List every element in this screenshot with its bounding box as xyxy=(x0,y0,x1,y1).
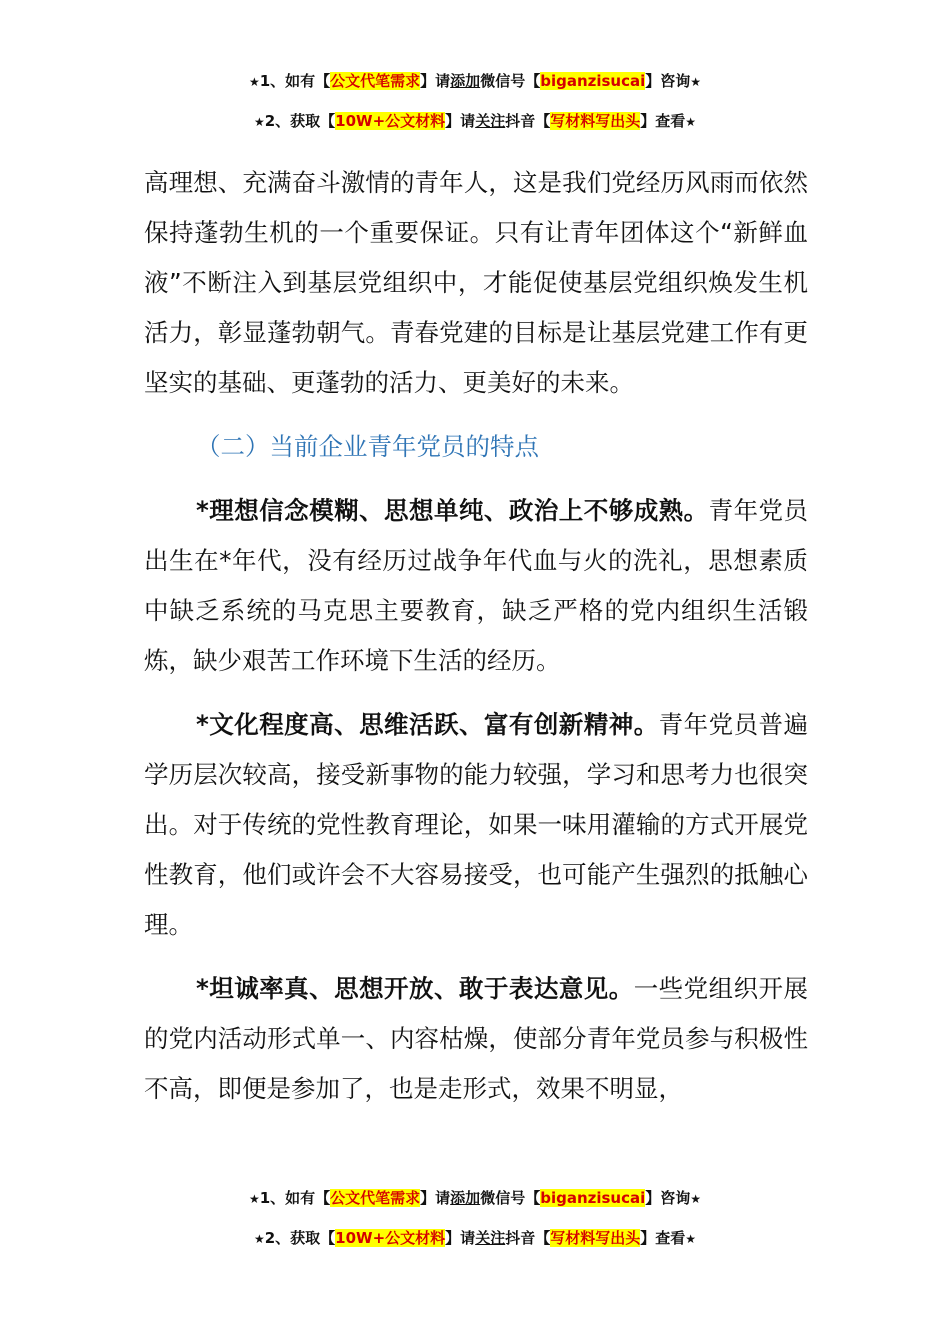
paragraph-point-2 xyxy=(144,700,808,950)
star-icon: ★ xyxy=(690,75,702,89)
footer-banner-line-2 xyxy=(0,1228,950,1249)
header-banner-line-2 xyxy=(0,111,950,132)
banner-text: 微信号【 xyxy=(480,1189,541,1207)
point-title: *文化程度高、思维活跃、富有创新精神。 xyxy=(196,710,659,739)
star-icon: ★ xyxy=(253,115,265,129)
banner-highlight: 公文代笔需求 xyxy=(330,72,421,90)
star-icon: ★ xyxy=(248,1192,260,1206)
star-icon: ★ xyxy=(248,75,260,89)
paragraph-point-3 xyxy=(144,964,808,1114)
point-text: 一些党组织开展的党内活动形式单一、内容枯燥，使部分青年党员参与积极性不高，即便是参加了，也是走形式，效果不明显， xyxy=(144,974,808,1103)
banner-highlight: 10W+公文材料 xyxy=(335,1229,446,1247)
banner-highlight-wechat-id: biganzisucai xyxy=(540,1189,646,1207)
star-icon: ★ xyxy=(253,1232,265,1246)
banner-text: 1、如有【 xyxy=(259,1189,331,1207)
paragraph-gap xyxy=(144,950,808,964)
banner-text: 1、如有【 xyxy=(259,72,331,90)
banner-text: 】请 xyxy=(445,1229,476,1247)
footer-banner-line-1 xyxy=(0,1188,950,1209)
banner-text: 2、获取【 xyxy=(264,112,336,130)
banner-text: 】请 xyxy=(445,112,476,130)
paragraph-gap xyxy=(144,408,808,422)
banner-text: 】请 xyxy=(420,72,451,90)
document-body xyxy=(144,158,808,1114)
point-text: 青年党员普遍学历层次较高，接受新事物的能力较强，学习和思考力也很突出。对于传统的党性教育理论，如果一味用灌输的方式开展党性教育，他们或许会不大容易接受，也可能产生强烈的抵触心理。 xyxy=(144,710,809,939)
banner-underline: 添加 xyxy=(450,1189,481,1207)
banner-underline: 关注 xyxy=(475,112,506,130)
banner-underline: 关注 xyxy=(475,1229,506,1247)
banner-highlight-douyin-id: 写材料写出头 xyxy=(550,1229,641,1247)
banner-text: 】咨询 xyxy=(645,72,691,90)
banner-highlight-wechat-id: biganzisucai xyxy=(540,72,646,90)
point-title: *坦诚率真、思想开放、敢于表达意见。 xyxy=(196,974,634,1003)
header-banner-line-1 xyxy=(0,71,950,92)
banner-highlight: 公文代笔需求 xyxy=(330,1189,421,1207)
banner-text: 】查看 xyxy=(640,112,686,130)
paragraph-gap xyxy=(144,686,808,700)
banner-text: 2、获取【 xyxy=(264,1229,336,1247)
point-text: 青年党员出生在*年代，没有经历过战争年代血与火的洗礼，思想素质中缺乏系统的马克思主要教育，缺乏严格的党内组织生活锻炼，缺少艰苦工作环境下生活的经历。 xyxy=(144,496,809,675)
banner-text: 抖音【 xyxy=(505,112,551,130)
paragraph-point-1 xyxy=(144,486,808,686)
section-heading: （二）当前企业青年党员的特点 xyxy=(196,432,539,461)
banner-text: 微信号【 xyxy=(480,72,541,90)
banner-text: 】请 xyxy=(420,1189,451,1207)
paragraph-gap xyxy=(144,472,808,486)
banner-text: 】查看 xyxy=(640,1229,686,1247)
point-title: *理想信念模糊、思想单纯、政治上不够成熟。 xyxy=(196,496,709,525)
banner-highlight: 10W+公文材料 xyxy=(335,112,446,130)
banner-text: 】咨询 xyxy=(645,1189,691,1207)
banner-text: 抖音【 xyxy=(505,1229,551,1247)
banner-highlight-douyin-id: 写材料写出头 xyxy=(550,112,641,130)
banner-underline: 添加 xyxy=(450,72,481,90)
star-icon: ★ xyxy=(690,1192,702,1206)
star-icon: ★ xyxy=(685,115,697,129)
paragraph-intro: 高理想、充满奋斗激情的青年人，这是我们党经历风雨而依然保持蓬勃生机的一个重要保证。只有让青年团体这个“新鲜血液”不断注入到基层党组织中，才能促使基层党组织焕发生机活力，彰显蓬勃朝气。青春党建的目标是让基层党建工作有更坚实的基础、更蓬勃的活力、更美好的未来。 xyxy=(144,168,808,397)
star-icon: ★ xyxy=(685,1232,697,1246)
